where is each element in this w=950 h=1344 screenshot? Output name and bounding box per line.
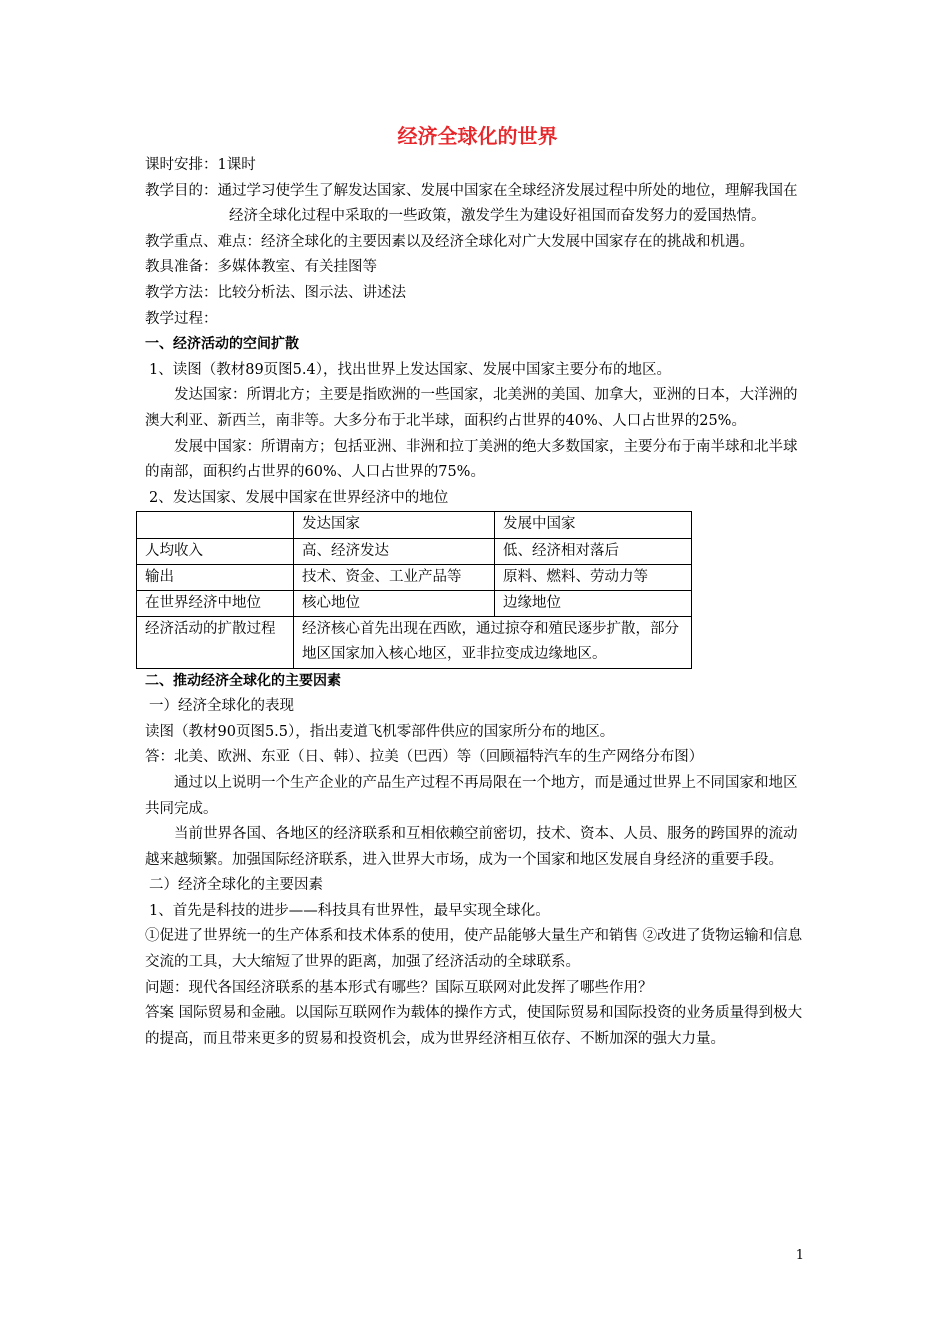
question-line: 问题：现代各国经济联系的基本形式有哪些？国际互联网对此发挥了哪些作用？ (145, 979, 653, 996)
table-cell: 技术、资金、工业产品等 (294, 564, 495, 590)
answer-line: 答：北美、欧洲、东亚（日、韩）、拉美（巴西）等（回顾福特汽车的生产网络分布图） (145, 749, 704, 766)
table-row (137, 590, 692, 616)
developing-paragraph: 发展中国家：所谓南方；包括亚洲、非洲和拉丁美洲的绝大多数国家，主要分布于南半球和北半球的南部，面积约占世界的60%、人口占世界的75%。 (145, 438, 798, 481)
read-instruction: 读图（教材90页图5.5），指出麦道飞机零部件供应的国家所分布的地区。 (145, 723, 615, 740)
paragraph-production: 通过以上说明一个生产企业的产品生产过程不再局限在一个地方，而是通过世界上不同国家和地区共同完成。 (145, 774, 798, 817)
point-technology: 1、首先是科技的进步——科技具有世界性，最早实现全球化。 (149, 902, 550, 919)
tools-line: 教具准备：多媒体教室、有关挂图等 (145, 259, 377, 276)
focus-paragraph: 教学重点、难点：经济全球化的主要因素以及经济全球化对广大发展中国家存在的挑战和机遇。 (145, 233, 754, 250)
table-row (137, 538, 692, 564)
paragraph-connections: 当前世界各国、各地区的经济联系和互相依赖空前密切，技术、资本、人员、服务的跨国界的流动越来越频繁。加强国际经济联系，进入世界大市场，成为一个国家和地区发展自身经济的重要手段。 (145, 826, 798, 868)
page-number: 1 (795, 1248, 804, 1263)
section1-item2: 2、发达国家、发展中国家在世界经济中的地位 (149, 489, 449, 506)
section2-heading: 二、推动经济全球化的主要因素 (145, 672, 341, 689)
section2-sub2: 二）经济全球化的主要因素 (149, 877, 323, 894)
comparison-table (136, 511, 692, 668)
table-cell: 高、经济发达 (294, 538, 495, 564)
goal-paragraph: 教学目的：通过学习使学生了解发达国家、发展中国家在全球经济发展过程中所处的地位，理解我国在经济全球化过程中采取的一些政策，激发学生为建设好祖国而奋发努力的爱国热情。 (145, 182, 798, 225)
effects-paragraph: ①促进了世界统一的生产体系和技术体系的使用，使产品能够大量生产和销售 ②改进了货物运输和信息交流的工具，大大缩短了世界的距离，加强了经济活动的全球联系。 (145, 928, 803, 971)
table-cell: 经济活动的扩散过程 (137, 617, 294, 668)
table-cell: 输出 (137, 564, 294, 590)
table-cell: 在世界经济中地位 (137, 590, 294, 616)
table-row (137, 617, 692, 668)
table-row (137, 564, 692, 590)
table-header-cell (137, 512, 294, 538)
answer-paragraph: 答案 国际贸易和金融。以国际互联网作为载体的操作方式，使国际贸易和国际投资的业务质量得到极大的提高，而且带来更多的贸易和投资机会，成为世界经济相互依存、不断加深的强大力量。 (145, 1005, 803, 1047)
schedule-line: 课时安排：1课时 (145, 157, 256, 173)
table-cell: 低、经济相对落后 (495, 538, 692, 564)
table-cell: 原料、燃料、劳动力等 (495, 564, 692, 590)
table-cell: 经济核心首先出现在西欧，通过掠夺和殖民逐步扩散，部分地区国家加入核心地区，亚非拉变成边缘地区。 (294, 617, 692, 668)
document-page (145, 120, 810, 1052)
table-header-cell: 发达国家 (294, 512, 495, 538)
developed-paragraph: 发达国家：所谓北方；主要是指欧洲的一些国家，北美洲的美国、加拿大，亚洲的日本，大洋洲的澳大利亚、新西兰，南非等。大多分布于北半球，面积约占世界的40%、人口占世界的25%。 (145, 387, 798, 429)
table-header-row (137, 512, 692, 538)
section1-item1: 1、读图（教材89页图5.4），找出世界上发达国家、发展中国家主要分布的地区。 (149, 361, 671, 378)
section1-heading: 一、经济活动的空间扩散 (145, 336, 299, 353)
process-line: 教学过程： (145, 310, 218, 327)
table-header-cell: 发展中国家 (495, 512, 692, 538)
table-cell: 边缘地位 (495, 590, 692, 616)
page-title: 经济全球化的世界 (397, 124, 558, 148)
table-cell: 人均收入 (137, 538, 294, 564)
table-cell: 核心地位 (294, 590, 495, 616)
methods-line: 教学方法：比较分析法、图示法、讲述法 (145, 284, 406, 301)
section2-sub1: 一）经济全球化的表现 (149, 698, 294, 715)
